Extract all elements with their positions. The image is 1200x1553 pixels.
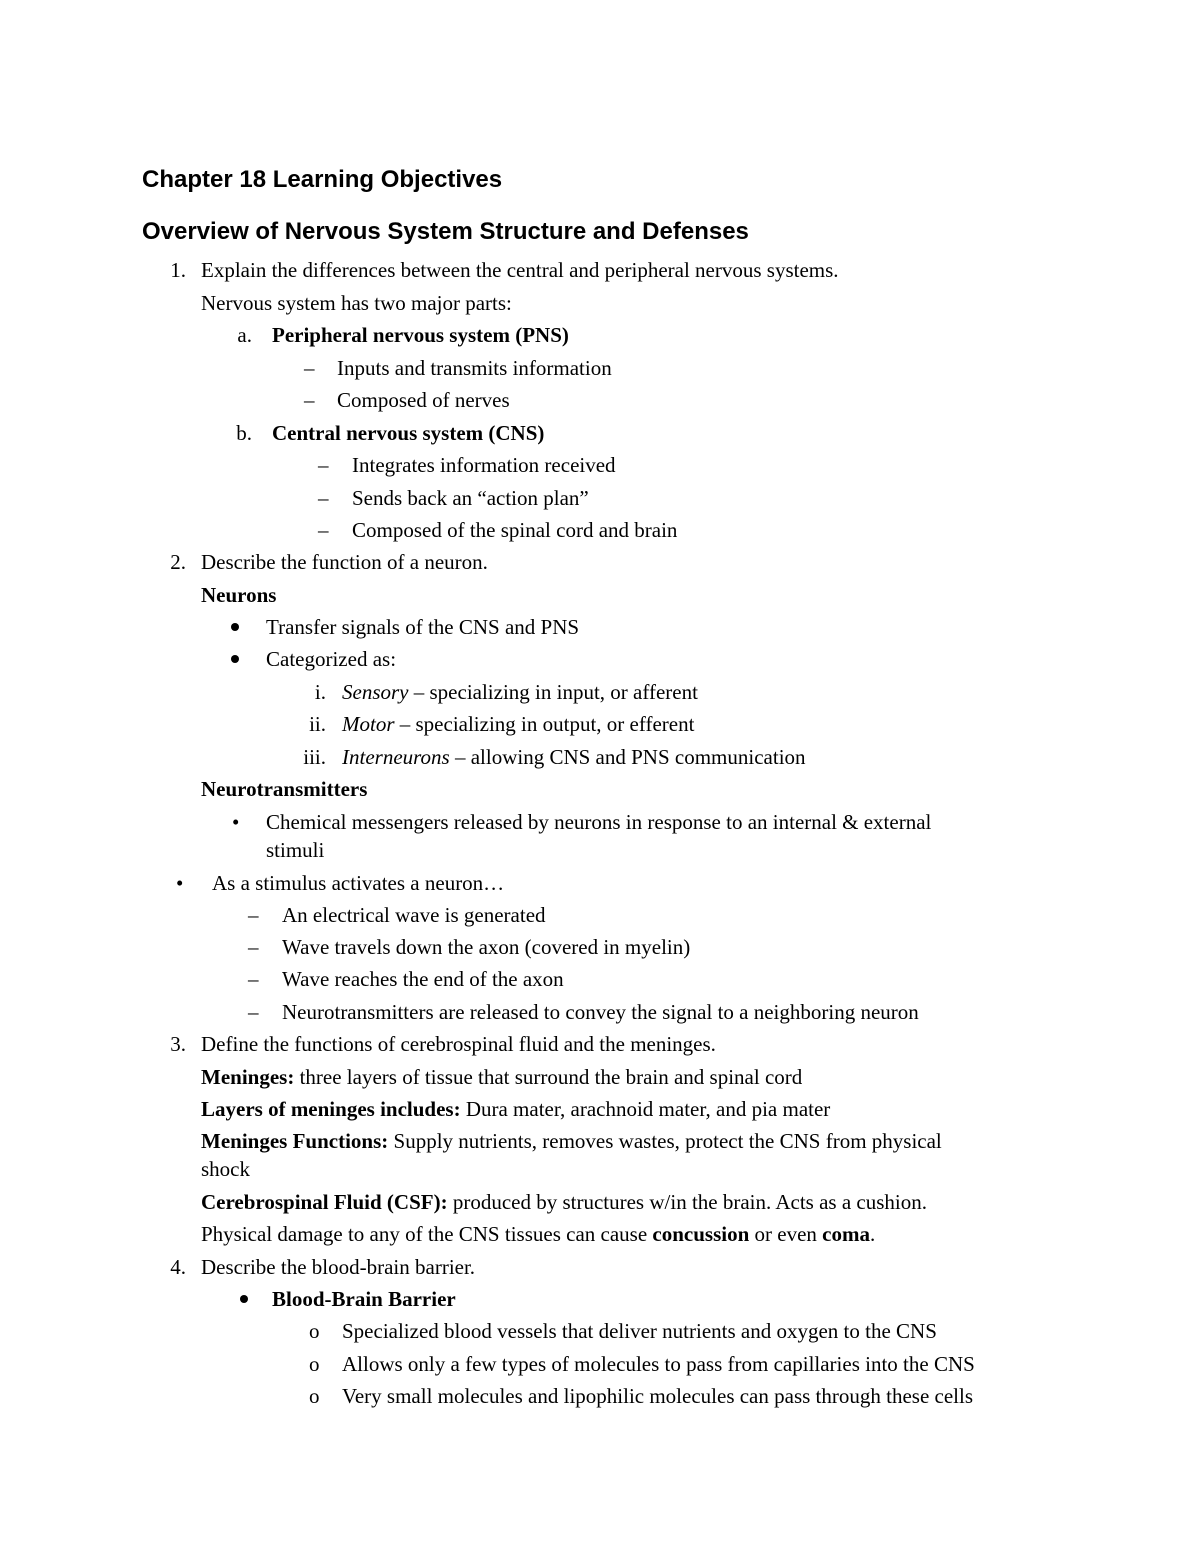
list-item: Categorized as:	[266, 647, 397, 671]
list-item: Wave travels down the axon (covered in myelin)	[282, 935, 691, 959]
list-item: Chemical messengers released by neurons in response to an internal & external	[266, 810, 932, 834]
bullet-icon: •	[232, 810, 240, 834]
stimulus-text: As a stimulus activates a neuron…	[212, 871, 505, 895]
roman-marker: ii.	[309, 712, 326, 736]
objective-1-intro: Nervous system has two major parts:	[201, 291, 512, 315]
bullet-icon: •	[176, 871, 184, 895]
cns-heading: Central nervous system (CNS)	[272, 421, 545, 445]
dash-marker: –	[248, 967, 259, 991]
dash-marker: –	[248, 1000, 259, 1024]
list-number: 1.	[170, 258, 186, 282]
bbb-heading: Blood-Brain Barrier	[272, 1287, 456, 1311]
bullet-icon	[231, 623, 239, 631]
physical-damage-text: Physical damage to any of the CNS tissues can cause concussion or even coma.	[201, 1222, 876, 1246]
list-item: Very small molecules and lipophilic molecules can pass through these cells	[342, 1384, 974, 1408]
objective-1-text: Explain the differences between the central and peripheral nervous systems.	[201, 258, 839, 282]
bullet-icon	[240, 1295, 248, 1303]
category-interneurons: Interneurons – allowing CNS and PNS communication	[342, 745, 806, 769]
objective-2-text: Describe the function of a neuron.	[201, 550, 488, 574]
category-sensory: Sensory – specializing in input, or afferent	[342, 680, 698, 704]
bullet-icon	[231, 655, 239, 663]
list-item: Composed of the spinal cord and brain	[352, 518, 678, 542]
section-heading: Overview of Nervous System Structure and Defenses	[142, 218, 749, 245]
list-item: Composed of nerves	[337, 388, 510, 412]
objective-4-text: Describe the blood-brain barrier.	[201, 1255, 476, 1279]
list-number: 3.	[170, 1032, 186, 1056]
list-item: Allows only a few types of molecules to pass from capillaries into the CNS	[342, 1352, 975, 1376]
list-item: Transfer signals of the CNS and PNS	[266, 615, 580, 639]
list-item: Sends back an “action plan”	[352, 486, 589, 510]
list-letter: b.	[236, 421, 252, 445]
dash-marker: –	[318, 518, 329, 542]
list-item: Neurotransmitters are released to convey the signal to a neighboring neuron	[282, 1000, 919, 1024]
dash-marker: –	[318, 453, 329, 477]
dash-marker: –	[248, 903, 259, 927]
dash-marker: –	[318, 486, 329, 510]
document-title: Chapter 18 Learning Objectives	[142, 166, 503, 193]
pns-heading: Peripheral nervous system (PNS)	[272, 323, 569, 347]
meninges-layers: Layers of meninges includes: Dura mater, arachnoid mater, and pia mater	[201, 1097, 831, 1121]
list-number: 4.	[170, 1255, 186, 1279]
category-motor: Motor – specializing in output, or efferent	[342, 712, 695, 736]
roman-marker: i.	[314, 680, 326, 704]
list-item: Integrates information received	[352, 453, 616, 477]
list-number: 2.	[170, 550, 186, 574]
list-letter: a.	[237, 323, 252, 347]
meninges-functions: Meninges Functions: Supply nutrients, removes wastes, protect the CNS from physical	[201, 1129, 942, 1153]
meninges-definition: Meninges: three layers of tissue that surround the brain and spinal cord	[201, 1065, 803, 1089]
list-item: Wave reaches the end of the axon	[282, 967, 564, 991]
objective-3-text: Define the functions of cerebrospinal fluid and the meninges.	[201, 1032, 716, 1056]
list-item: Inputs and transmits information	[337, 356, 612, 380]
meninges-functions-continued: shock	[201, 1157, 250, 1181]
circle-bullet-icon: o	[309, 1384, 320, 1408]
circle-bullet-icon: o	[309, 1319, 320, 1343]
csf-definition: Cerebrospinal Fluid (CSF): produced by structures w/in the brain. Acts as a cushion.	[201, 1190, 927, 1214]
dash-marker: –	[248, 935, 259, 959]
list-item: Specialized blood vessels that deliver nutrients and oxygen to the CNS	[342, 1319, 937, 1343]
dash-marker: –	[304, 356, 315, 380]
list-item-continued: stimuli	[266, 838, 325, 862]
dash-marker: –	[304, 388, 315, 412]
circle-bullet-icon: o	[309, 1352, 320, 1376]
roman-marker: iii.	[303, 745, 326, 769]
neurons-heading: Neurons	[201, 583, 277, 607]
neurotransmitters-heading: Neurotransmitters	[201, 777, 368, 801]
list-item: An electrical wave is generated	[282, 903, 546, 927]
